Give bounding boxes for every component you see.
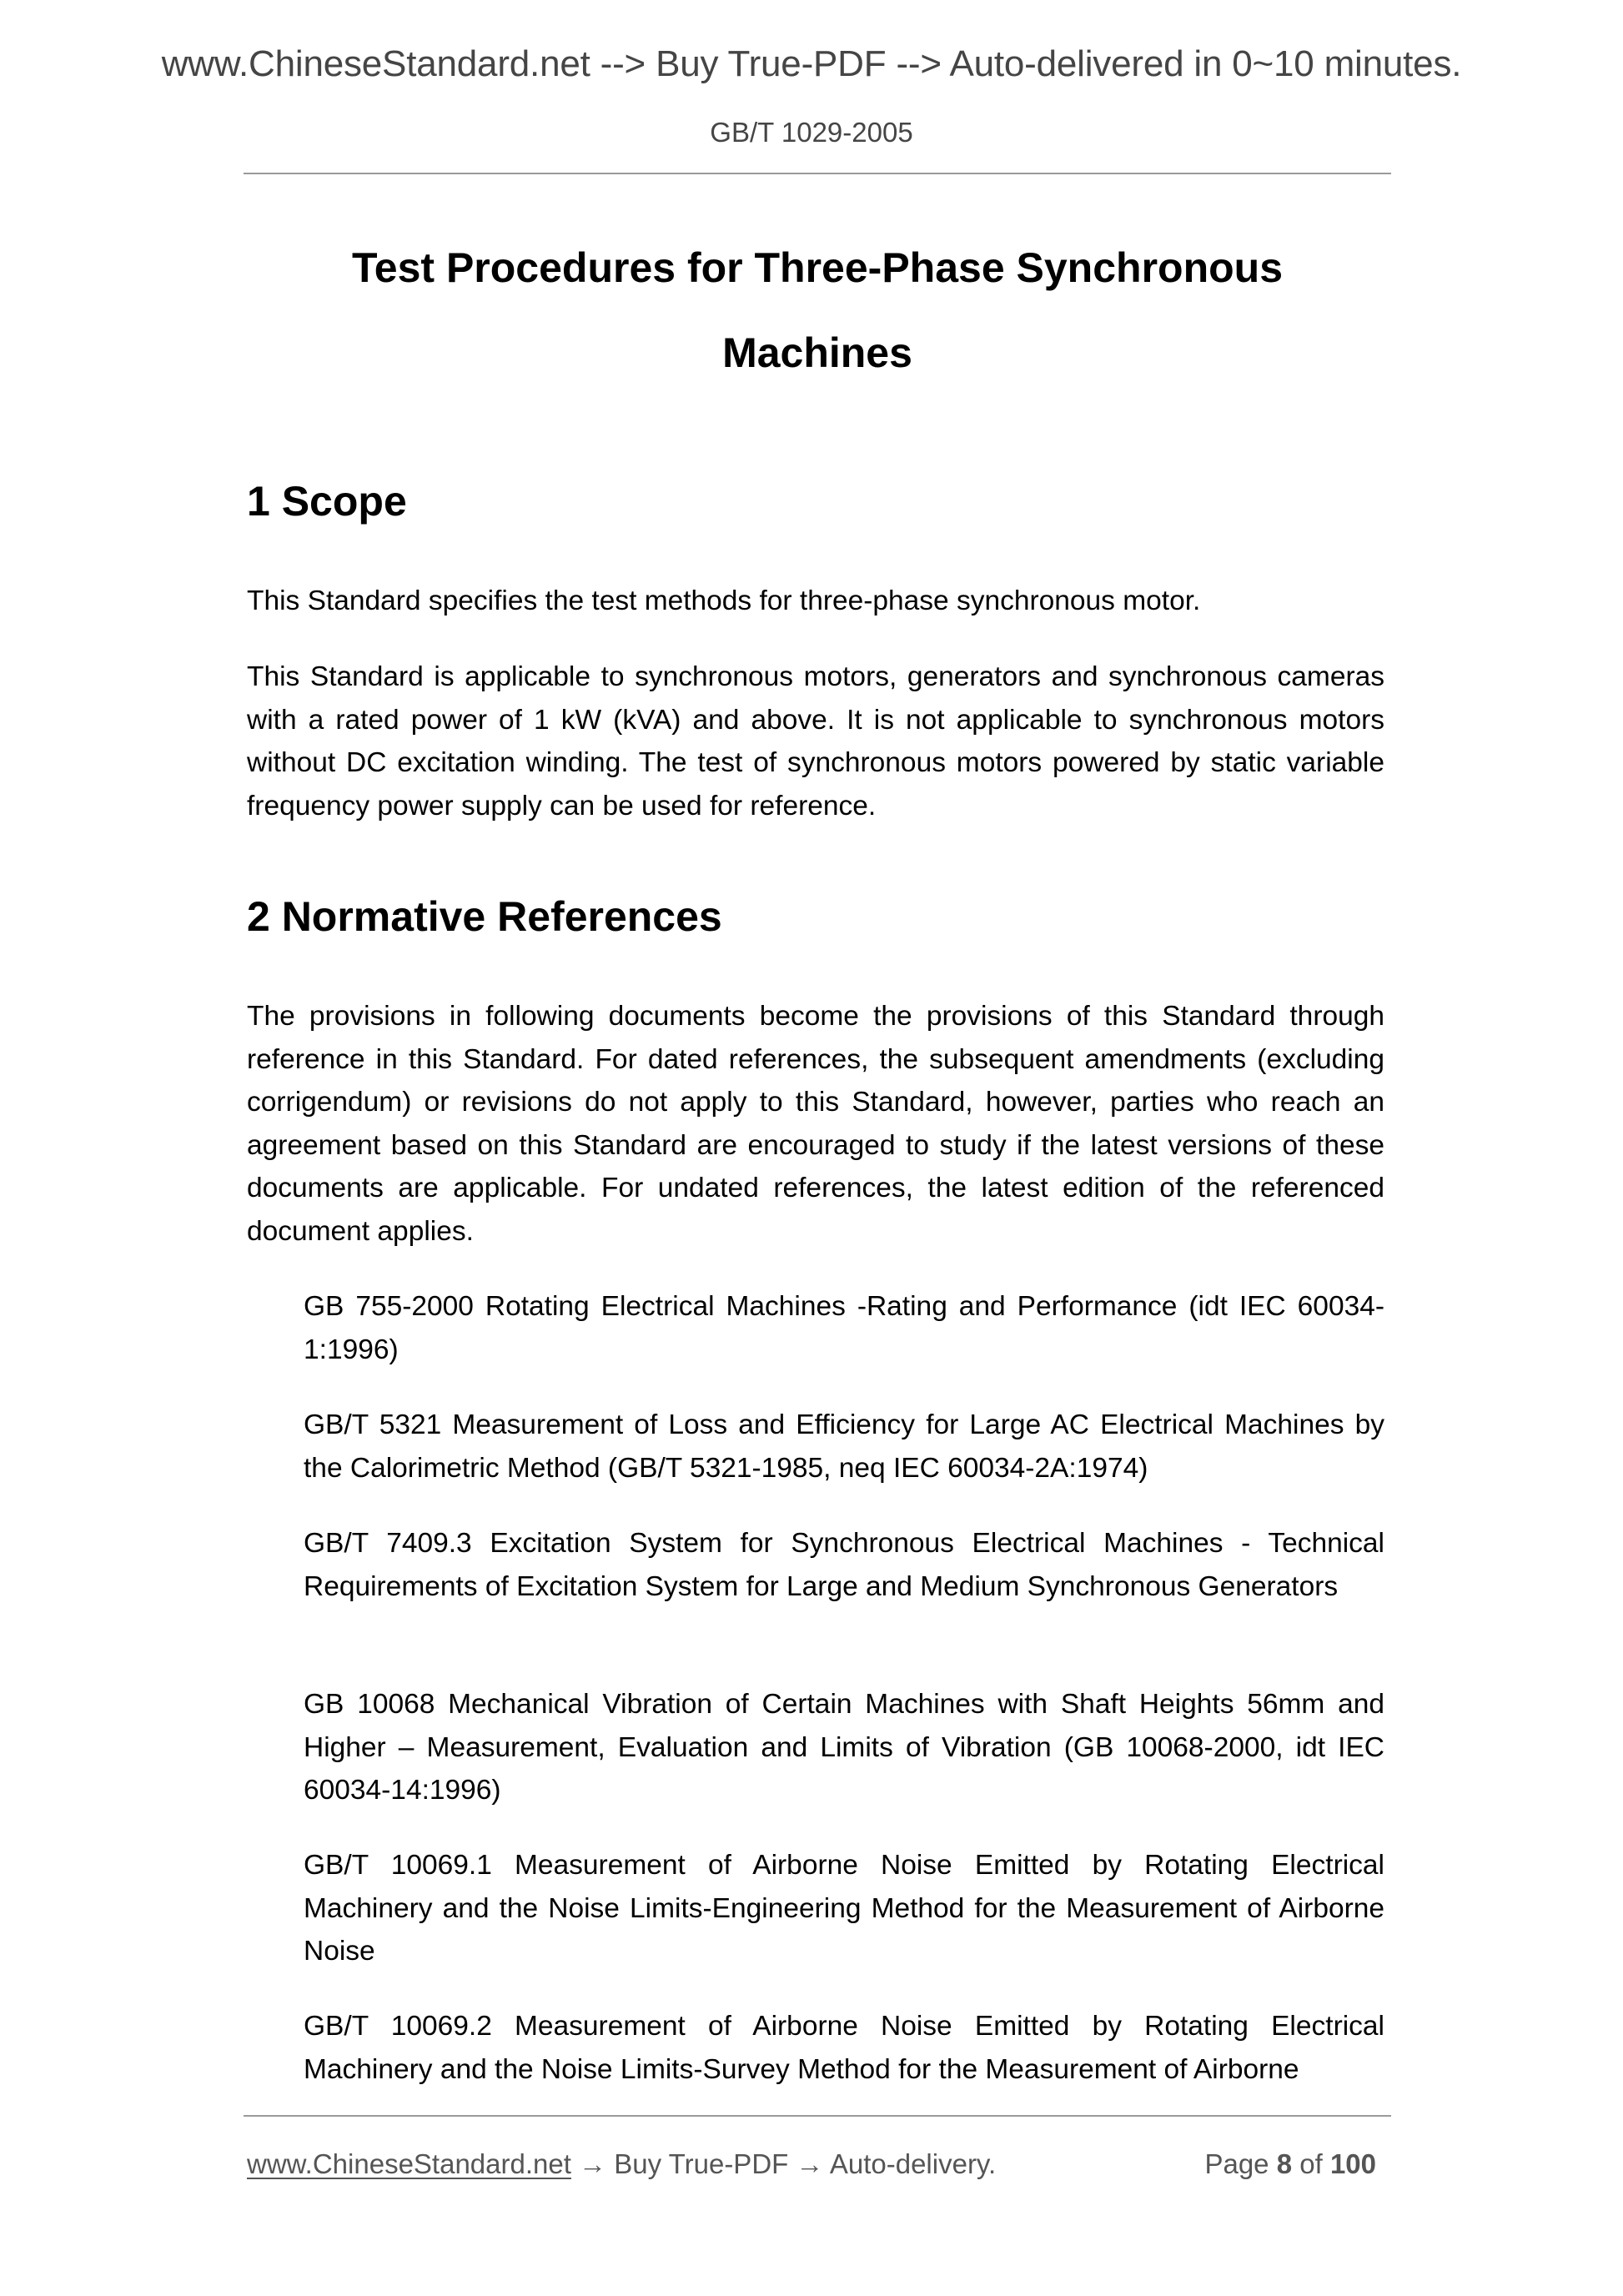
title-line-2: Machines	[722, 329, 912, 376]
references-intro-paragraph: The provisions in following documents become the provisions of this Standard through reference in this Standard. For dated references, the subsequent amendments (excluding corrigendum) or revisions do not apply to this Standard, however, parties who reach an agreement based on this Standard are encouraged to study if the latest versions of these documents are applicable. For undated references, the latest edition of the referenced document applies.	[247, 1001, 1384, 1247]
document-code: GB/T 1029-2005	[710, 117, 913, 148]
reference-item: GB 755-2000 Rotating Electrical Machines -Rating and Performance (idt IEC 60034-1:1996)	[304, 1291, 1384, 1365]
arrow-right-icon: →	[579, 2148, 607, 2179]
footer-buy-text: Buy True-PDF	[614, 2148, 789, 2179]
page-footer	[247, 2148, 1384, 2180]
reference-item: GB 10068 Mechanical Vibration of Certain Machines with Shaft Heights 56mm and Higher – Measurement, Evaluation and Limits of Vibration (GB 10068-2000, idt IEC 60034-14:1996)	[304, 1689, 1384, 1806]
reference-item: GB/T 5321 Measurement of Loss and Efficiency for Large AC Electrical Machines by the Calorimetric Method (GB/T 5321-1985, neq IEC 60034-2A:1974)	[304, 1409, 1384, 1484]
header-divider	[244, 173, 1391, 174]
page-indicator	[1204, 2148, 1376, 2180]
section-heading-scope: 1 Scope	[247, 478, 407, 525]
footer-delivery-text: Auto-delivery.	[829, 2148, 997, 2179]
footer-divider	[244, 2115, 1391, 2117]
arrow-right-icon: →	[796, 2148, 824, 2179]
top-banner: www.ChineseStandard.net --> Buy True-PDF --> Auto-delivered in 0~10 minutes.	[161, 43, 1462, 84]
reference-item: GB/T 10069.2 Measurement of Airborne Noise Emitted by Rotating Electrical Machinery and the Noise Limits-Survey Method for the Measurement of Airborne	[304, 2011, 1384, 2085]
scope-paragraph-1: This Standard specifies the test methods for three-phase synchronous motor.	[247, 585, 1201, 616]
footer-website-link[interactable]: www.ChineseStandard.net	[247, 2148, 571, 2179]
document-title	[244, 225, 1391, 395]
reference-item: GB/T 7409.3 Excitation System for Synchronous Electrical Machines - Technical Requirements of Excitation System for Large and Medium Synchronous Generators	[304, 1528, 1384, 1602]
of-label: of	[1299, 2148, 1323, 2179]
section-heading-normative-references: 2 Normative References	[247, 893, 722, 940]
scope-paragraph-2: This Standard is applicable to synchronous motors, generators and synchronous cameras with a rated power of 1 kW (kVA) and above. It is not applicable to synchronous motors without DC excitation winding. The test of synchronous motors powered by static variable frequency power supply can be used for reference.	[247, 661, 1384, 821]
page-current: 8	[1276, 2148, 1293, 2179]
reference-item: GB/T 10069.1 Measurement of Airborne Noise Emitted by Rotating Electrical Machinery and the Noise Limits-Engineering Method for the Measurement of Airborne Noise	[304, 1850, 1384, 1967]
page-label: Page	[1204, 2148, 1269, 2179]
title-line-1: Test Procedures for Three-Phase Synchronous	[351, 244, 1284, 291]
page-total: 100	[1329, 2148, 1376, 2179]
